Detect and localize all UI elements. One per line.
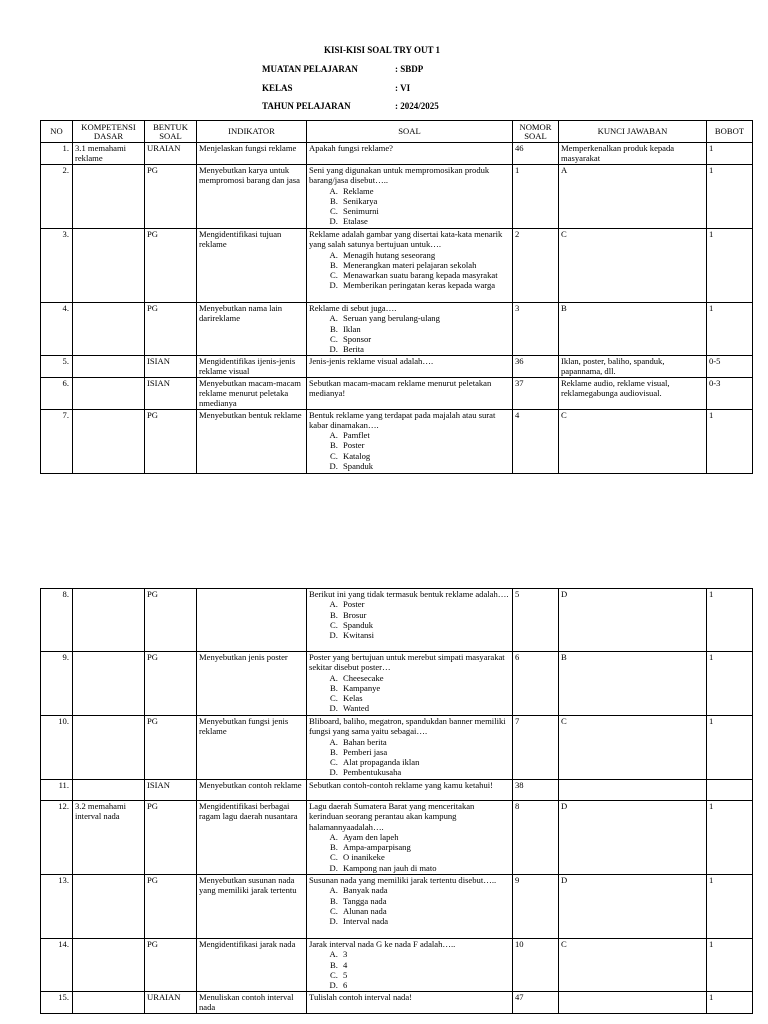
answer-option: A. Cheesecake <box>340 673 510 683</box>
row-bobot: 1 <box>707 229 753 303</box>
row-bobot: 1 <box>707 652 753 716</box>
row-bentuk: URAIAN <box>145 992 197 1014</box>
header-value-kelas: : VI <box>395 83 411 93</box>
question-text: Seni yang digunakan untuk mempromosikan produk barang/jasa disebut….. <box>309 165 490 186</box>
row-bentuk: PG <box>145 875 197 939</box>
row-nomor: 10 <box>513 939 559 992</box>
header-label-tahun: TAHUN PELAJARAN <box>262 101 351 111</box>
answer-option: A. Banyak nada <box>340 885 510 895</box>
row-no: 10. <box>41 716 73 780</box>
row-bentuk: ISIAN <box>145 780 197 801</box>
row-kompetensi <box>73 875 145 939</box>
answer-options <box>309 737 510 778</box>
answer-option: C. Alunan nada <box>340 906 510 916</box>
row-nomor: 38 <box>513 780 559 801</box>
col-header-bentuk: BENTUK SOAL <box>145 121 197 143</box>
row-bobot: 1 <box>707 939 753 992</box>
row-kompetensi: 3.2 memahami interval nada <box>73 801 145 875</box>
row-indikator: Menyebutkan jenis poster <box>197 652 307 716</box>
col-header-kompetensi: KOMPETENSI DASAR <box>73 121 145 143</box>
table-row <box>41 356 753 378</box>
row-bentuk: PG <box>145 409 197 473</box>
row-bobot: 1 <box>707 303 753 356</box>
row-soal <box>307 992 513 1014</box>
question-text: Reklame adalah gambar yang disertai kata-kata menarik yang salah satunya bertujuan untuk…. <box>309 229 503 250</box>
row-indikator: Mengidentifikasi jarak nada <box>197 939 307 992</box>
row-no: 3. <box>41 229 73 303</box>
row-soal <box>307 716 513 780</box>
row-indikator: Menyebutkan fungsi jenis reklame <box>197 716 307 780</box>
row-no: 11. <box>41 780 73 801</box>
grid-table-part1 <box>40 120 753 474</box>
answer-options <box>309 250 510 291</box>
row-kompetensi <box>73 377 145 409</box>
row-indikator <box>197 589 307 652</box>
answer-option: B. Poster <box>340 440 510 450</box>
row-kunci: C <box>559 229 707 303</box>
question-text: Lagu daerah Sumatera Barat yang menceritakan kerinduan seorang perantau akan kampung halamannyaadalah…. <box>309 801 475 832</box>
table-row <box>41 229 753 303</box>
answer-option: D. Kwitansi <box>340 630 510 640</box>
answer-option: D. 6 <box>340 980 510 990</box>
table-row <box>41 939 753 992</box>
answer-option: C. Kelas <box>340 693 510 703</box>
row-bentuk: URAIAN <box>145 143 197 165</box>
row-bentuk: PG <box>145 589 197 652</box>
row-kunci: C <box>559 939 707 992</box>
row-kunci: Reklame audio, reklame visual, reklamegabunga audiovisual. <box>559 377 707 409</box>
table-row <box>41 801 753 875</box>
row-bentuk: PG <box>145 303 197 356</box>
table-row <box>41 716 753 780</box>
row-soal <box>307 780 513 801</box>
row-soal <box>307 229 513 303</box>
row-soal <box>307 377 513 409</box>
row-kompetensi <box>73 229 145 303</box>
row-soal <box>307 875 513 939</box>
row-nomor: 47 <box>513 992 559 1014</box>
row-kunci <box>559 780 707 801</box>
answer-option: A. Menagih hutang seseorang <box>340 250 510 260</box>
answer-option: D. Memberikan peringatan keras kepada warga <box>340 280 510 290</box>
question-text: Sebutkan contoh-contoh reklame yang kamu ketahui! <box>309 780 493 790</box>
row-soal <box>307 939 513 992</box>
row-nomor: 36 <box>513 356 559 378</box>
row-indikator: Menyebutkan karya untuk mempromosi barang dan jasa <box>197 165 307 229</box>
row-indikator: Menyebutkan bentuk reklame <box>197 409 307 473</box>
answer-option: C. O inanikeke <box>340 852 510 862</box>
question-text: Bliboard, baliho, megatron, spandukdan banner memiliki fungsi yang sama yaitu sebagai…. <box>309 716 506 737</box>
answer-option: D. Pembentukusaha <box>340 767 510 777</box>
row-kompetensi: 3.1 memahami reklame <box>73 143 145 165</box>
table-row <box>41 992 753 1014</box>
row-kunci: A <box>559 165 707 229</box>
row-kompetensi <box>73 992 145 1014</box>
table-row <box>41 875 753 939</box>
table-row <box>41 589 753 652</box>
answer-option: B. Tangga nada <box>340 896 510 906</box>
col-header-soal: SOAL <box>307 121 513 143</box>
row-kunci: B <box>559 303 707 356</box>
row-indikator: Menuliskan contoh interval nada <box>197 992 307 1014</box>
row-soal <box>307 409 513 473</box>
col-header-no: NO <box>41 121 73 143</box>
answer-option: A. Seruan yang berulang-ulang <box>340 313 510 323</box>
table-row <box>41 409 753 473</box>
row-nomor: 46 <box>513 143 559 165</box>
row-kompetensi <box>73 303 145 356</box>
answer-option: C. Sponsor <box>340 334 510 344</box>
answer-option: A. Poster <box>340 599 510 609</box>
row-kompetensi <box>73 356 145 378</box>
header-label-kelas: KELAS <box>262 83 293 93</box>
row-indikator: Mengidentifikasi tujuan reklame <box>197 229 307 303</box>
row-indikator: Menjelaskan fungsi reklame <box>197 143 307 165</box>
row-nomor: 8 <box>513 801 559 875</box>
question-text: Poster yang bertujuan untuk merebut simpati masyarakat sekitar disebut poster… <box>309 652 505 673</box>
row-kunci: C <box>559 409 707 473</box>
question-text: Apakah fungsi reklame? <box>309 143 393 153</box>
row-indikator: Menyebutkan contoh reklame <box>197 780 307 801</box>
answer-options <box>309 313 510 354</box>
row-bobot: 0-3 <box>707 377 753 409</box>
answer-option: C. Alat propaganda iklan <box>340 757 510 767</box>
row-soal <box>307 356 513 378</box>
row-indikator: Mengidentifikas ijenis-jenis reklame visual <box>197 356 307 378</box>
row-kunci: Iklan, poster, baliho, spanduk, papannama, dll. <box>559 356 707 378</box>
answer-option: C. Spanduk <box>340 620 510 630</box>
col-header-kunci: KUNCI JAWABAN <box>559 121 707 143</box>
row-kunci: D <box>559 801 707 875</box>
row-bobot: 1 <box>707 801 753 875</box>
answer-options <box>309 885 510 926</box>
row-indikator: Menyebutkan nama lain darireklame <box>197 303 307 356</box>
row-nomor: 3 <box>513 303 559 356</box>
row-bentuk: PG <box>145 716 197 780</box>
answer-option: C. 5 <box>340 970 510 980</box>
question-text: Reklame di sebut juga…. <box>309 303 397 313</box>
row-bobot: 1 <box>707 589 753 652</box>
row-bentuk: PG <box>145 652 197 716</box>
answer-options <box>309 673 510 714</box>
col-header-bobot: BOBOT <box>707 121 753 143</box>
row-bentuk: PG <box>145 801 197 875</box>
row-nomor: 4 <box>513 409 559 473</box>
table-row <box>41 143 753 165</box>
answer-options <box>309 949 510 990</box>
question-text: Jarak interval nada G ke nada F adalah….. <box>309 939 456 949</box>
col-header-nomor: NOMOR SOAL <box>513 121 559 143</box>
answer-options <box>309 430 510 471</box>
row-no: 9. <box>41 652 73 716</box>
answer-option: B. Kampanye <box>340 683 510 693</box>
row-no: 12. <box>41 801 73 875</box>
row-kompetensi <box>73 780 145 801</box>
answer-option: C. Katalog <box>340 451 510 461</box>
table-row <box>41 377 753 409</box>
row-indikator: Menyebutkan macam-macam reklame menurut peletaka nmedianya <box>197 377 307 409</box>
row-soal <box>307 303 513 356</box>
row-kunci: D <box>559 875 707 939</box>
table-row <box>41 652 753 716</box>
row-bobot: 0-5 <box>707 356 753 378</box>
row-kunci <box>559 992 707 1014</box>
answer-option: B. Ampa-amparpisang <box>340 842 510 852</box>
question-text: Bentuk reklame yang terdapat pada majalah atau surat kabar dinamakan…. <box>309 409 496 430</box>
answer-option: A. Ayam den lapeh <box>340 832 510 842</box>
row-indikator: Mengidentifikasi berbagai ragam lagu daerah nusantara <box>197 801 307 875</box>
row-no: 15. <box>41 992 73 1014</box>
row-no: 13. <box>41 875 73 939</box>
answer-option: B. Brosur <box>340 610 510 620</box>
answer-option: A. Bahan berita <box>340 737 510 747</box>
answer-option: C. Menawarkan suatu barang kepada masyrakat <box>340 270 510 280</box>
answer-option: B. Senikarya <box>340 196 510 206</box>
row-kunci: D <box>559 589 707 652</box>
row-nomor: 7 <box>513 716 559 780</box>
answer-option: B. Menerangkan materi pelajaran sekolah <box>340 260 510 270</box>
row-bobot: 1 <box>707 409 753 473</box>
col-header-indikator: INDIKATOR <box>197 121 307 143</box>
row-bentuk: PG <box>145 939 197 992</box>
header-value-tahun: : 2024/2025 <box>395 101 439 111</box>
question-text: Jenis-jenis reklame visual adalah…. <box>309 356 434 366</box>
row-kompetensi <box>73 409 145 473</box>
answer-option: D. Interval nada <box>340 916 510 926</box>
header-value-muatan: : SBDP <box>395 64 424 74</box>
row-kompetensi <box>73 589 145 652</box>
answer-option: D. Berita <box>340 344 510 354</box>
row-nomor: 1 <box>513 165 559 229</box>
row-indikator: Menyebutkan susunan nada yang memiliki jarak tertentu <box>197 875 307 939</box>
table-header-row <box>41 121 753 143</box>
row-nomor: 9 <box>513 875 559 939</box>
table-row <box>41 780 753 801</box>
row-kompetensi <box>73 939 145 992</box>
row-nomor: 2 <box>513 229 559 303</box>
answer-option: A. 3 <box>340 949 510 959</box>
answer-option: D. Wanted <box>340 703 510 713</box>
row-no: 7. <box>41 409 73 473</box>
row-bentuk: PG <box>145 165 197 229</box>
row-bobot: 1 <box>707 143 753 165</box>
row-kunci: Memperkenalkan produk kepada masyarakat <box>559 143 707 165</box>
answer-option: A. Pamflet <box>340 430 510 440</box>
grid-table-part2 <box>40 588 753 1014</box>
row-no: 4. <box>41 303 73 356</box>
row-no: 14. <box>41 939 73 992</box>
question-text: Tulislah contoh interval nada! <box>309 992 413 1002</box>
answer-options <box>309 186 510 227</box>
row-no: 5. <box>41 356 73 378</box>
answer-option: D. Etalase <box>340 216 510 226</box>
answer-option: A. Reklame <box>340 186 510 196</box>
answer-option: D. Kampong nan jauh di mato <box>340 863 510 873</box>
row-soal <box>307 652 513 716</box>
row-kompetensi <box>73 652 145 716</box>
row-bobot: 1 <box>707 165 753 229</box>
doc-title: KISI-KISI SOAL TRY OUT 1 <box>324 45 441 55</box>
question-text: Sebutkan macam-macam reklame menurut peletakan medianya! <box>309 377 492 398</box>
row-kompetensi <box>73 165 145 229</box>
row-kunci: B <box>559 652 707 716</box>
row-kompetensi <box>73 716 145 780</box>
answer-option: B. 4 <box>340 960 510 970</box>
row-bentuk: ISIAN <box>145 377 197 409</box>
question-text: Berikut ini yang tidak termasuk bentuk reklame adalah…. <box>309 589 509 599</box>
row-bobot <box>707 780 753 801</box>
row-no: 2. <box>41 165 73 229</box>
row-soal <box>307 801 513 875</box>
row-bentuk: PG <box>145 229 197 303</box>
row-bentuk: ISIAN <box>145 356 197 378</box>
row-no: 8. <box>41 589 73 652</box>
answer-options <box>309 599 510 640</box>
row-nomor: 6 <box>513 652 559 716</box>
row-nomor: 37 <box>513 377 559 409</box>
answer-option: B. Iklan <box>340 324 510 334</box>
row-soal <box>307 165 513 229</box>
answer-option: C. Senimurni <box>340 206 510 216</box>
row-kunci: C <box>559 716 707 780</box>
row-soal <box>307 589 513 652</box>
row-no: 1. <box>41 143 73 165</box>
question-text: Susunan nada yang memiliki jarak tertentu disebut….. <box>309 875 497 885</box>
table-row <box>41 303 753 356</box>
answer-option: B. Pemberi jasa <box>340 747 510 757</box>
answer-option: D. Spanduk <box>340 461 510 471</box>
row-nomor: 5 <box>513 589 559 652</box>
row-no: 6. <box>41 377 73 409</box>
answer-options <box>309 832 510 873</box>
row-bobot: 1 <box>707 716 753 780</box>
row-bobot: 1 <box>707 875 753 939</box>
header-label-muatan: MUATAN PELAJARAN <box>262 64 358 74</box>
row-soal <box>307 143 513 165</box>
row-bobot: 1 <box>707 992 753 1014</box>
table-row <box>41 165 753 229</box>
